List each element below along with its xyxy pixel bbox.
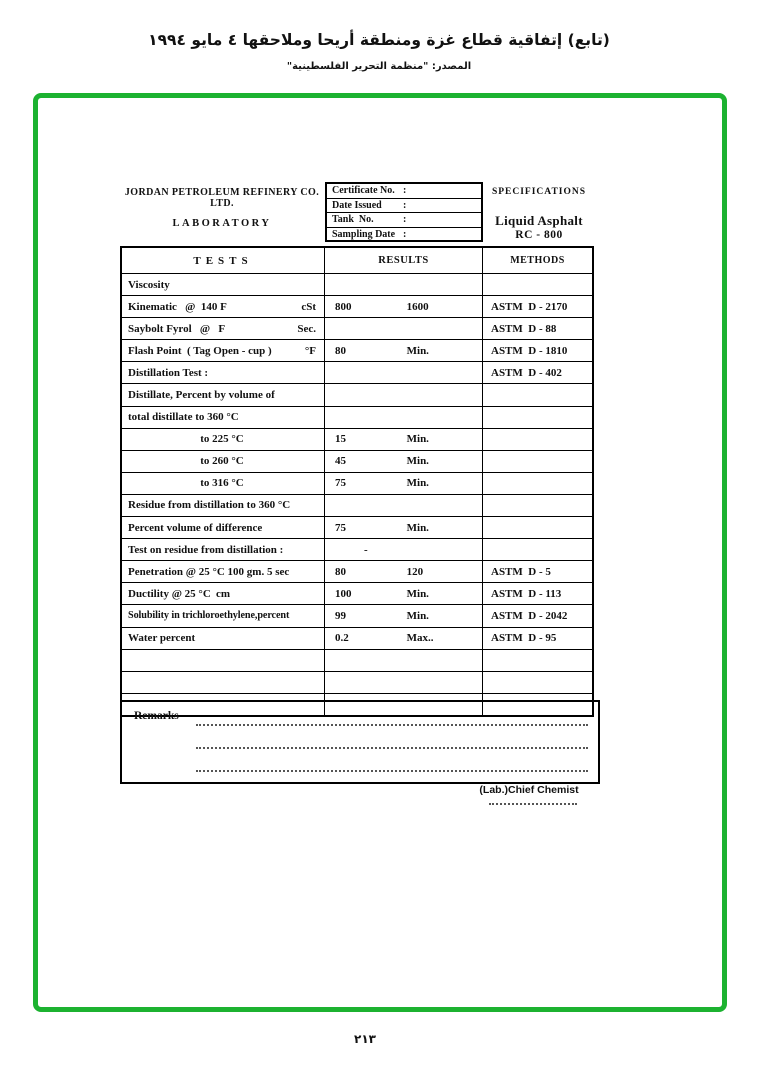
table-header-row [122, 248, 592, 273]
test-name: to 316 °C [200, 477, 244, 490]
test-name: Kinematic @ 140 F [128, 300, 227, 313]
certificate-no-label: Certificate No. [332, 185, 395, 197]
test-name: Viscosity [128, 278, 170, 291]
certificate-info-box [325, 182, 483, 242]
test-name: to 260 °C [200, 455, 244, 468]
method-cell: ASTM D - 95 [482, 628, 592, 649]
method-cell: ASTM D - 2170 [482, 296, 592, 317]
method-cell: ASTM D - 1810 [482, 340, 592, 361]
result-value-1: 15 [335, 433, 346, 446]
method-cell [482, 451, 592, 472]
table-row [122, 295, 592, 317]
certificate-field-row [327, 198, 481, 213]
table-row [122, 582, 592, 604]
remarks-section [120, 700, 600, 784]
certificate-field-row [327, 227, 481, 242]
test-name: total distillate to 360 °C [128, 411, 239, 424]
result-value-2: Min. [406, 433, 429, 446]
signature-dotted-line [489, 799, 577, 805]
results-table [120, 246, 594, 717]
result-value-2: Min. [406, 609, 429, 622]
table-row [122, 538, 592, 560]
methods-column-header: METHODS [482, 248, 592, 273]
product-name: Liquid Asphalt [495, 213, 583, 228]
test-name: Distillation Test : [128, 366, 209, 379]
test-unit: cm [215, 587, 230, 600]
remarks-dotted-line [196, 747, 588, 749]
result-value-2: Max.. [406, 632, 434, 645]
method-cell [482, 384, 592, 405]
result-value-1: 0.2 [335, 632, 349, 645]
tests-column-header: TESTS [193, 254, 253, 267]
field-colon: : [403, 199, 407, 211]
test-unit: cSt [301, 300, 316, 313]
test-name: Flash Point ( Tag Open - cup ) [128, 344, 272, 357]
result-value-2: Min. [406, 521, 429, 534]
test-name: Saybolt Fyrol @ F [128, 322, 226, 335]
result-value-1: 75 [335, 521, 346, 534]
method-cell: ASTM D - 88 [482, 318, 592, 339]
method-cell: ASTM D - 5 [482, 561, 592, 582]
method-cell [482, 407, 592, 428]
result-value-1: 800 [335, 300, 352, 313]
table-row [122, 671, 592, 693]
result-value-1: 75 [335, 477, 346, 490]
document-title-arabic: (تابع) إتفاقية قطاع غزة ومنطقة أريحا وملاحقها ٤ مايو ١٩٩٤ [148, 31, 610, 49]
method-cell [482, 517, 592, 538]
table-row [122, 428, 592, 450]
test-name: Residue from distillation to 360 °C [128, 499, 291, 512]
signature-title: (Lab.)Chief Chemist [479, 784, 579, 796]
table-row [122, 383, 592, 405]
table-row [122, 604, 592, 626]
table-row [122, 627, 592, 649]
date-issued-label: Date Issued [332, 199, 382, 211]
department-name: LABORATORY [172, 218, 272, 229]
method-cell [482, 495, 592, 516]
company-name: JORDAN PETROLEUM REFINERY CO. LTD. [124, 187, 320, 209]
table-row [122, 317, 592, 339]
test-name: Penetration @ 25 °C 100 gm. 5 sec [128, 565, 290, 578]
specifications-title: SPECIFICATIONS [491, 187, 587, 197]
test-unit: Sec. [297, 322, 316, 335]
field-colon: : [403, 185, 407, 197]
table-row [122, 649, 592, 671]
result-value-1: 99 [335, 609, 346, 622]
method-cell: ASTM D - 2042 [482, 605, 592, 626]
result-value-2: Min. [406, 455, 429, 468]
table-row [122, 494, 592, 516]
method-cell: ASTM D - 113 [482, 583, 592, 604]
method-cell [482, 672, 592, 693]
result-value-1: 45 [335, 455, 346, 468]
remarks-dotted-line [196, 724, 588, 726]
method-cell [482, 429, 592, 450]
remarks-dotted-line [196, 770, 588, 772]
result-value-2: Min. [406, 587, 429, 600]
result-value-1: - [363, 543, 368, 556]
method-cell [482, 473, 592, 494]
product-grade: RC - 800 [515, 229, 563, 241]
method-cell [482, 539, 592, 560]
method-cell: ASTM D - 402 [482, 362, 592, 383]
table-row [122, 361, 592, 383]
test-name: Distillate, Percent by volume of [128, 389, 275, 402]
document-source-arabic: المصدر: "منظمة التحرير الفلسطينية" [286, 61, 472, 72]
field-colon: : [403, 214, 407, 226]
table-row [122, 472, 592, 494]
result-value-2: 120 [406, 565, 424, 578]
test-name: Test on residue from distillation : [128, 543, 284, 556]
result-value-1: 100 [335, 587, 352, 600]
page-number: ٢١٣ [354, 1032, 376, 1046]
test-name: Solubility in trichloroethylene,percent [128, 610, 290, 622]
test-name: Water percent [128, 632, 196, 645]
result-value-1: 80 [335, 565, 346, 578]
test-name: Percent volume of difference [128, 521, 263, 534]
table-row [122, 450, 592, 472]
result-value-2: 1600 [406, 300, 429, 313]
table-row [122, 406, 592, 428]
tank-no-label: Tank No. [332, 214, 374, 226]
test-name: Ductility @ 25 °C [128, 587, 211, 600]
method-cell [482, 650, 592, 671]
result-value-1: 80 [335, 344, 346, 357]
result-value-2: Min. [406, 344, 429, 357]
sampling-date-label: Sampling Date [332, 229, 396, 241]
table-row [122, 273, 592, 295]
certificate-field-row [327, 212, 481, 227]
results-column-header: RESULTS [324, 248, 482, 273]
certificate-field-row [327, 184, 481, 198]
remarks-label: Remarks [134, 710, 179, 722]
table-row [122, 516, 592, 538]
field-colon: : [403, 229, 407, 241]
result-value-2: Min. [406, 477, 429, 490]
test-unit: °F [304, 344, 316, 357]
test-name: to 225 °C [200, 433, 244, 446]
method-cell [482, 274, 592, 295]
table-row [122, 339, 592, 361]
table-row [122, 560, 592, 582]
